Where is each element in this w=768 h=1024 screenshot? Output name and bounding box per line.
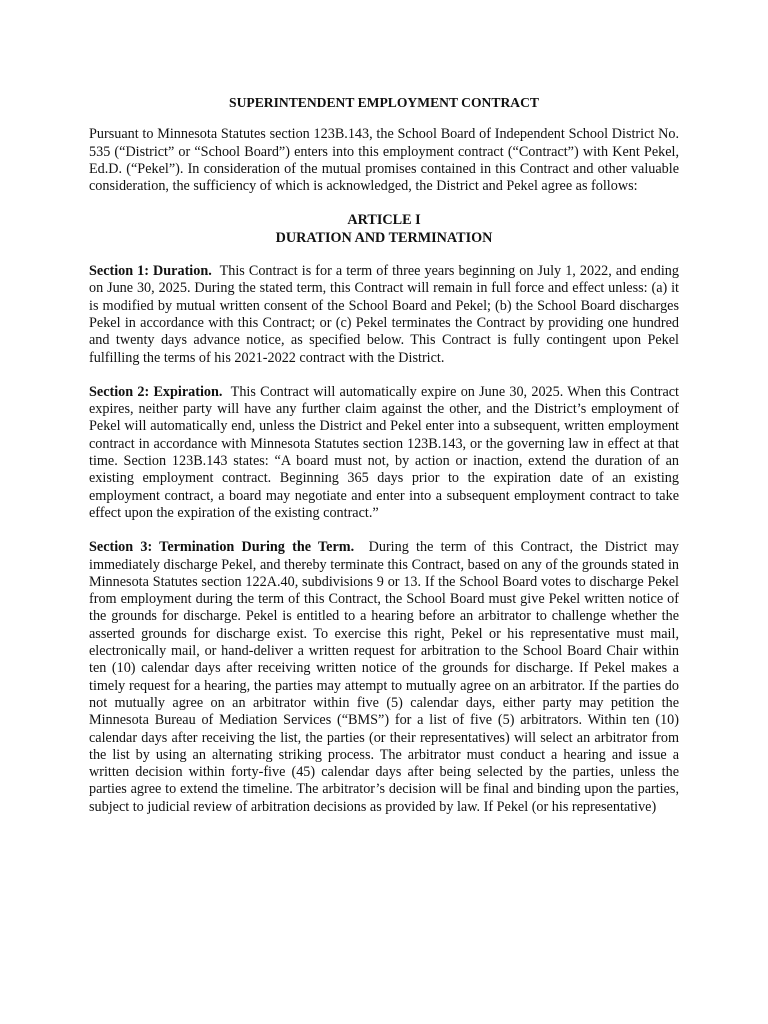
section-3-body: During the term of this Contract, the District may immediately discharge Pekel, and thereby terminate this Contract, based on any of the grounds stated in Minnesota Statutes section 122A.40, subdivisions 9 or 13. If the School Board votes to discharge Pekel from employment during the term of this Contract, the School Board must give Pekel written notice of the grounds for discharge. Pekel is entitled to a hearing before an arbitrator to challenge whether the asserted grounds for discharge exist. To exercise this right, Pekel or his representative must mail, electronically mail, or hand-deliver a written request for arbitration to the School Board Chair within ten (10) calendar days after receiving written notice of the grounds for discharge. If Pekel makes a timely request for a hearing, the parties may attempt to mutually agree on an arbitrator. If the parties do not mutually agree on an arbitrator within five (5) calendar days, either party may petition the Minnesota Bureau of Mediation Services (“BMS”) for a list of five (5) arbitrators. Within ten (10) calendar days after receiving the list, the parties (or their representatives) will select an arbitrator from the list by using an alternating striking process. The arbitrator must conduct a hearing and issue a written decision within forty-five (45) calendar days after being selected by the parties, unless the parties agree to extend the timeline. The arbitrator’s decision will be final and binding upon the parties, subject to judicial review of arbitration decisions as provided by law. If Pekel (or his representative) [89,539,680,815]
intro-paragraph: Pursuant to Minnesota Statutes section 123B.143, the School Board of Independent School District No. 535 (“District” or “School Board”) enters into this employment contract (“Contract”) with Kent Pekel, Ed.D. (“Pekel”). In consideration of the mutual promises contained in this Contract and other valuable consideration, the sufficiency of which is acknowledged, the District and Pekel agree as follows: [89,126,679,195]
section-2-heading: Section 2: Expiration. [89,383,223,400]
section-3-heading: Section 3: Termination During the Term. [89,539,355,556]
document-page [89,78,679,833]
document-title: SUPERINTENDENT EMPLOYMENT CONTRACT [229,95,539,110]
section-1-heading: Section 1: Duration. [89,263,212,280]
article-number: ARTICLE I [347,212,421,229]
section-2-body: This Contract will automatically expire on June 30, 2025. When this Contract expires, neither party will have any further claim against the other, and the District’s employment of Pekel will automatically end, unless the District and Pekel enter into a subsequent, written employment contract in accordance with Minnesota Statutes section 123B.143, or the governing law in effect at that time. Section 123B.143 states: “A board must not, by action or inaction, extend the duration of an existing employment contract. Beginning 365 days prior to the expiration date of an existing employment contract, a board may negotiate and enter into a subsequent employment contract to take effect upon the expiration of the existing contract.” [89,383,679,521]
section-1-paragraph [89,263,679,367]
article-heading [89,212,679,247]
section-3-paragraph [89,539,679,816]
article-name: DURATION AND TERMINATION [275,229,493,246]
section-1-body: This Contract is for a term of three years beginning on July 1, 2022, and ending on June 30, 2025. During the stated term, this Contract will remain in full force and effect unless: (a) it is modified by mutual written consent of the School Board and Pekel; (b) the School Board discharges Pekel in accordance with this Contract; or (c) Pekel terminates the Contract by providing one hundred and twenty days advance notice, as specified below. This Contract is fully contingent upon Pekel fulfilling the terms of his 2021-2022 contract with the District. [89,263,679,366]
section-2-paragraph [89,384,679,522]
